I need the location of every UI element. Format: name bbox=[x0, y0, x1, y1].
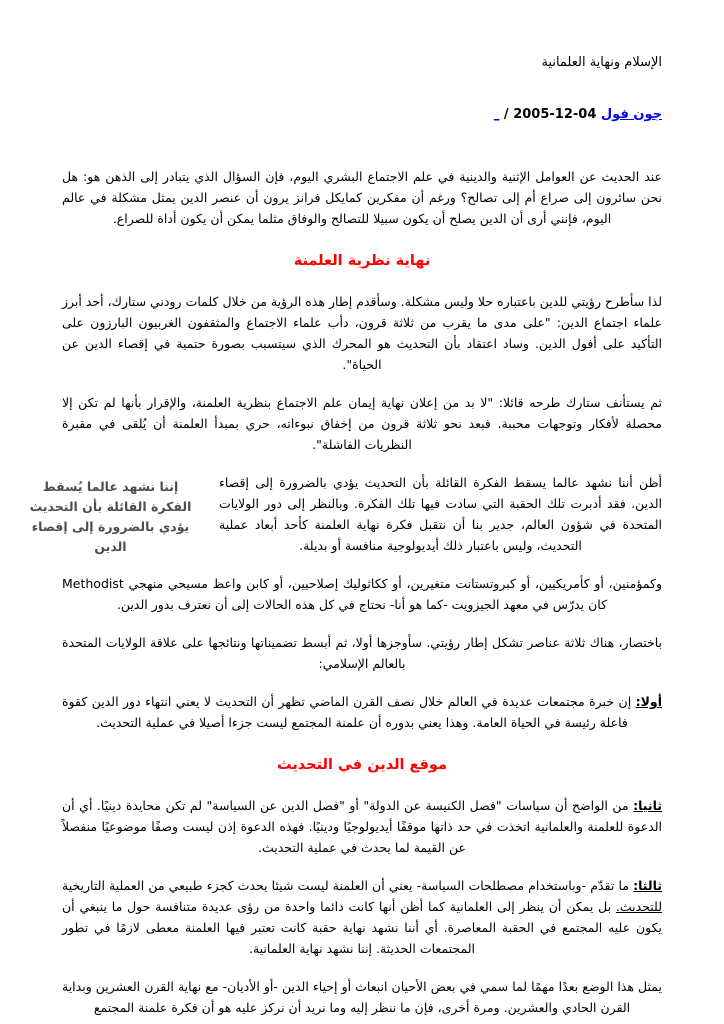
paragraph-three-elements: باختصار، هناك ثلاثة عناصر تشكل إطار رؤيتي. سأوجزها أولا، ثم أبسط تضميناتها ونتائجها على علاقة الولايات المتحدة بالعالم الإسلامي: bbox=[62, 635, 662, 672]
section-heading-end-of-secularization-theory: نهاية نظرية العلمنة bbox=[293, 252, 431, 269]
byline bbox=[62, 104, 662, 126]
paragraph-third-point-body-2: بل يمكن أن ينظر إلى العلمانية كما أظن أنها كانت دائما واحدة من رؤى عديدة متنافسة حول ما ينبغي أن يكون عليه المجتمع في الحقبة المعاصرة. أي أننا نشهد نهاية حقبة كانت تعتبر فيها العلمنة معطى لازمًا في تطور المجتمعات الحديثة. إننا نشهد نهاية العلمانية. bbox=[62, 899, 662, 957]
paragraph-first-point bbox=[62, 691, 662, 733]
paragraph-stark-quote-2: ثم يستأنف ستارك طرحه قائلا: "لا بد من إعلان نهاية إيمان علم الاجتماع بنظرية العلمنة، والإقرار بأنها لم تكن إلا محصلة لأفكار وتوجهات محببة. فبعد نحو ثلاثة قرون من إخفاق نبوءاته، حري بمبدأ العلمنة أن يُلقى في مقبرة النظريات الفاشلة". bbox=[62, 395, 662, 453]
pull-quote: إننا نشهد عالما يُسقط الفكرة القائلة بأن التحديث يؤدي بالضرورة إلى إقصاء الدين bbox=[29, 479, 192, 555]
paragraph-first-point-body: إن خبرة مجتمعات عديدة في العالم خلال نصف القرن الماضي تظهر أن التحديث لا يعني انتهاء دور الدين كقوة فاعلة رئيسة في الحياة العامة. وهذا يعني بدوره أن علمنة المجتمع ليست جزءا أصيلا في عملية التحديث. bbox=[62, 694, 636, 731]
paragraph-beside-pullquote: أظن أننا نشهد عالما يسقط الفكرة القائلة بأن التحديث يؤدي بالضرورة إلى إقصاء الدين. فقد أدبرت تلك الحقبة التي سادت فيها تلك الفكرة. وبالنظر إلى دور الولايات المتحدة في شؤون العالم، جدير بنا أن نتقبل فكرة نهاية العلمنة كأحد أبعاد عملية التحديث، وليس باعتبار ذلك أيديولوجية منافسة أو بديلة. bbox=[219, 475, 662, 554]
author-link[interactable]: جون فول bbox=[600, 106, 662, 122]
paragraph-second-point bbox=[62, 795, 662, 858]
paragraph-second-point-body: من الواضح أن سياسات "فصل الكنيسة عن الدولة" أو "فصل الدين عن السياسة" لم تكن محايدة دينيًا. أي أن الدعوة للعلمنة والعلمانية اتخذت في حد ذاتها موقفًا أيديولوجيًا ودينيًا. فهذه الدعوة إذن ليست وصفًا موضوعيًا منفصلاً عن القيمة لما يحدث في عملية التحديث. bbox=[62, 798, 662, 856]
lead-word-second: ثانيا: bbox=[633, 798, 662, 814]
page-title: الإسلام ونهاية العلمانية bbox=[541, 55, 662, 70]
pullquote-section bbox=[29, 472, 662, 573]
lead-word-third: ثالثا: bbox=[633, 878, 662, 894]
paragraph-stark-quote-1: لذا سأطرح رؤيتي للدين باعتباره حلا وليس مشكلة. وسأقدم إطار هذه الرؤية من خلال كلمات رودني ستارك، أحد أبرز علماء اجتماع الدين: "على مدى ما يقرب من ثلاثة قرون، دأب علماء الاجتماع والمثقفون الغربيون البارزون على التأكيد على أفول الدين. وساد اعتقاد بأن التحديث هو المحرك الذي سيتسبب بصورة حتمية في إقصاء الدين عن الحياة". bbox=[62, 294, 662, 373]
lead-word-first: أولا: bbox=[635, 694, 662, 710]
paragraph-revival-of-religion: يمثل هذا الوضع بعدًا مهمًا لما سمي في بعض الأحيان انبعاث أو إحياء الدين -أو الأديان- مع نهاية القرن العشرين وبداية القرن الحادي والعشرين. ومرة أخرى، فإن ما ننظر إليه وما نريد أن نركز عليه هو أن فكرة علمنة المجتمع bbox=[62, 979, 662, 1016]
paragraph-third-point bbox=[62, 875, 662, 959]
byline-trailing-link[interactable]: _ bbox=[493, 107, 500, 121]
byline-separator: / bbox=[503, 106, 509, 122]
byline-date: 04-12-2005 bbox=[513, 106, 597, 122]
section-heading-religion-in-modernization: موقع الدين في التحديث bbox=[276, 757, 447, 774]
underlined-word-modernization: للتحديث. bbox=[615, 899, 662, 915]
paragraph-third-point-body-1: ما تقدّم -وباستخدام مصطلحات السياسة- يعني أن العلمنة ليست شيئا يحدث كجزء طبيعي من العملية التاريخية bbox=[62, 878, 634, 894]
paragraph-intro: عند الحديث عن العوامل الإثنية والدينية في علم الاجتماع البشري اليوم، فإن السؤال الذي يتبادر إلى الذهن هو: هل نحن سائرون إلى صراع أم إلى تصالح؟ ورغم أن مفكرين كمايكل فرانز يرون أن عنصر الدين يمثل مشكلة في عالم اليوم، فإنني أرى أن الدين يصلح أن يكون سبيلا للتصالح والوفاق مثلما يمكن أن يكون أداة للصراع. bbox=[62, 168, 662, 226]
paragraph-believers-methodist: وكمؤمنين، أو كأمريكيين، أو كبروتستانت متغيرين، أو ككاثوليك إصلاحيين، أو كابن واعظ مسيحي منهجي Methodist كان يدرّس في معهد الجيزويت -كما هو أنا- نحتاج في كل هذه الحالات إلى أن نعترف بدور الدين. bbox=[62, 576, 662, 613]
